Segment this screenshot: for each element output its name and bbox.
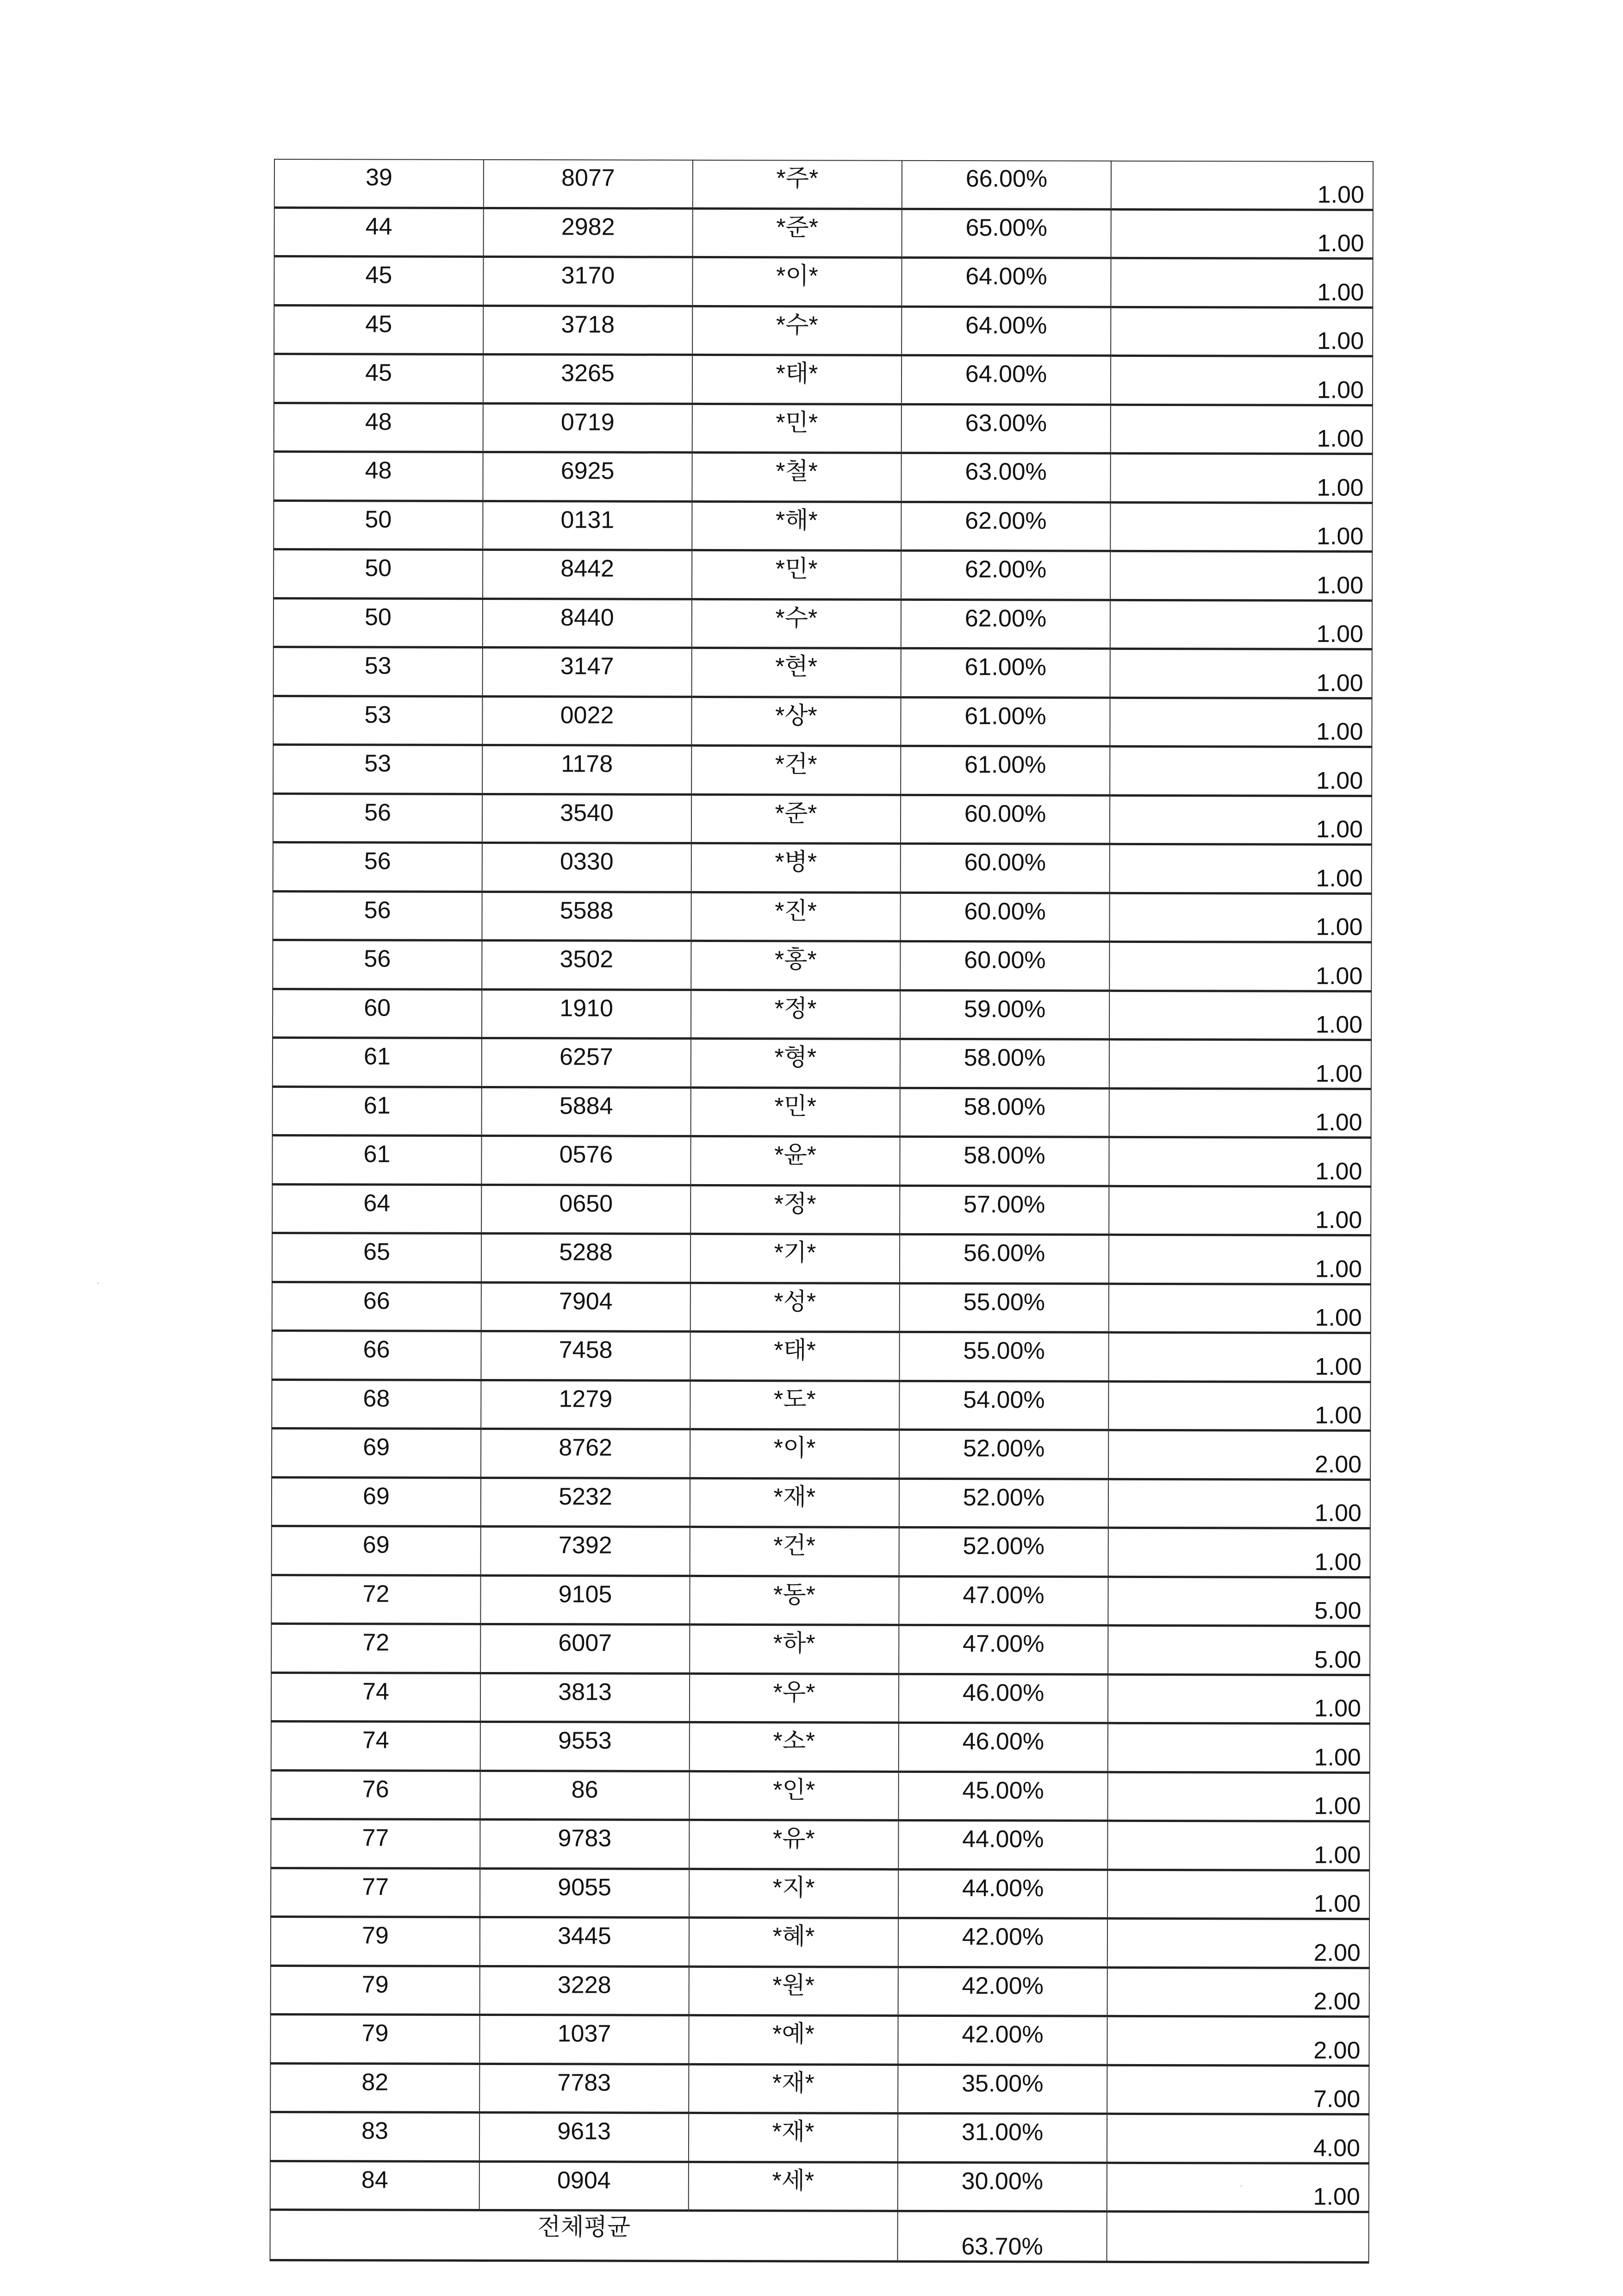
name-cell: *현* (692, 648, 901, 697)
id-cell: 8440 (483, 599, 692, 648)
id-cell: 3540 (482, 794, 691, 843)
name-cell: *재* (689, 2064, 898, 2113)
table-row (271, 1965, 1369, 2016)
table-row (272, 1184, 1371, 1235)
value-cell: 1.00 (1110, 649, 1372, 698)
id-cell: 0131 (483, 501, 692, 550)
name-cell: *도* (690, 1380, 899, 1429)
percentage-cell: 64.00% (902, 257, 1111, 306)
id-cell: 7904 (481, 1282, 690, 1331)
percentage-cell: 61.00% (901, 648, 1110, 697)
rank-cell: 69 (272, 1477, 481, 1526)
id-cell: 1037 (479, 2015, 689, 2064)
value-cell: 1.00 (1109, 991, 1371, 1040)
percentage-cell: 63.00% (901, 453, 1110, 502)
rank-cell: 64 (272, 1184, 481, 1233)
table-row (273, 891, 1371, 942)
id-cell: 0330 (482, 842, 691, 892)
name-cell: *정* (690, 1185, 900, 1234)
percentage-cell: 62.00% (901, 599, 1110, 649)
percentage-cell: 55.00% (900, 1283, 1109, 1332)
value-cell: 1.00 (1109, 893, 1371, 942)
percentage-cell: 58.00% (900, 1039, 1109, 1088)
value-cell: 1.00 (1110, 698, 1372, 747)
name-cell: *이* (692, 257, 902, 306)
id-cell: 5588 (482, 892, 691, 941)
total-average-percentage: 63.70% (897, 2211, 1107, 2262)
value-cell: 1.00 (1109, 1186, 1371, 1235)
name-cell: *혜* (689, 1917, 898, 1966)
rank-cell: 53 (274, 647, 483, 696)
table-row (274, 256, 1373, 307)
rank-cell: 45 (274, 256, 483, 306)
id-cell: 9105 (480, 1575, 690, 1624)
rank-cell: 61 (273, 1086, 482, 1136)
name-cell: *성* (690, 1283, 900, 1332)
value-cell: 2.00 (1107, 2016, 1369, 2065)
name-cell: *병* (691, 843, 901, 892)
id-cell: 8077 (484, 160, 693, 208)
table-row (272, 1330, 1370, 1381)
table-row (272, 1135, 1371, 1186)
rank-cell: 72 (271, 1623, 480, 1672)
value-cell: 1.00 (1109, 1235, 1371, 1284)
value-cell: 2.00 (1107, 1967, 1369, 2017)
percentage-cell: 52.00% (899, 1527, 1108, 1576)
percentage-cell: 42.00% (898, 1918, 1107, 1967)
value-cell: 1.00 (1109, 1088, 1371, 1138)
percentage-cell: 52.00% (899, 1429, 1108, 1479)
total-average-label: 전체평균 (270, 2209, 897, 2261)
rank-cell: 74 (271, 1672, 480, 1722)
percentage-cell: 47.00% (899, 1625, 1108, 1674)
rank-cell: 60 (273, 989, 482, 1038)
table-row (274, 647, 1372, 698)
scan-speck (97, 1282, 99, 1284)
table-row (273, 793, 1372, 844)
rank-cell: 56 (273, 842, 482, 891)
rank-cell: 50 (274, 598, 483, 647)
percentage-cell: 52.00% (899, 1479, 1108, 1528)
name-cell: *민* (691, 1087, 900, 1136)
table-row (270, 2112, 1369, 2163)
percentage-cell: 31.00% (898, 2113, 1107, 2162)
id-cell: 5884 (482, 1087, 691, 1136)
table-row (274, 207, 1373, 258)
rank-cell: 65 (272, 1233, 481, 1282)
value-cell: 1.00 (1111, 209, 1373, 259)
id-cell: 6925 (483, 452, 692, 501)
table-row (271, 1819, 1369, 1870)
percentage-cell: 61.00% (901, 746, 1110, 795)
percentage-cell: 42.00% (898, 1967, 1107, 2016)
name-cell: *상* (691, 697, 901, 746)
value-cell: 1.00 (1111, 307, 1373, 356)
name-cell: *기* (690, 1234, 900, 1283)
percentage-cell: 56.00% (900, 1234, 1109, 1283)
percentage-cell: 60.00% (900, 892, 1109, 942)
table-row (273, 940, 1371, 991)
id-cell: 8442 (483, 549, 692, 599)
value-cell: 1.00 (1107, 2163, 1369, 2212)
percentage-cell: 62.00% (901, 502, 1110, 551)
rank-cell: 79 (270, 2014, 479, 2063)
table-row (274, 305, 1373, 356)
rank-cell: 44 (274, 207, 484, 256)
rank-cell: 69 (272, 1526, 481, 1575)
name-cell: *재* (689, 2113, 898, 2162)
value-cell: 1.00 (1109, 1284, 1371, 1333)
id-cell: 3170 (483, 256, 692, 306)
rank-cell: 50 (274, 549, 483, 599)
name-cell: *해* (692, 501, 901, 550)
id-cell: 5288 (481, 1233, 690, 1282)
id-cell: 3265 (483, 354, 692, 403)
table-row (273, 1037, 1371, 1088)
table-row (270, 2161, 1369, 2212)
percentage-cell: 58.00% (900, 1136, 1109, 1185)
name-cell: *수* (692, 599, 901, 648)
value-cell: 1.00 (1109, 942, 1371, 991)
table-body (270, 159, 1373, 2262)
value-cell: 1.00 (1109, 1137, 1371, 1186)
table-row (271, 1672, 1370, 1723)
id-cell: 9783 (480, 1819, 689, 1868)
scan-speck (1240, 2185, 1242, 2187)
percentage-cell: 44.00% (898, 1869, 1107, 1918)
name-cell: *인* (689, 1771, 898, 1820)
percentage-cell: 46.00% (899, 1674, 1108, 1723)
value-cell: 1.00 (1108, 1674, 1370, 1724)
percentage-cell: 55.00% (899, 1332, 1108, 1381)
percentage-cell: 65.00% (902, 209, 1111, 258)
rank-cell: 68 (272, 1379, 481, 1429)
id-cell: 3147 (483, 647, 692, 696)
name-cell: *건* (690, 1527, 899, 1576)
value-cell: 1.00 (1111, 258, 1373, 307)
rank-cell: 48 (274, 403, 483, 452)
name-cell: *원* (689, 1966, 898, 2015)
name-cell: *재* (690, 1478, 899, 1527)
table-row (271, 1623, 1370, 1674)
name-cell: *세* (689, 2162, 898, 2211)
rank-cell: 79 (271, 1965, 480, 2015)
name-cell: *건* (691, 745, 901, 794)
percentage-cell: 61.00% (901, 697, 1110, 746)
percentage-cell: 64.00% (902, 355, 1111, 404)
table-row (273, 842, 1372, 893)
percentage-cell: 66.00% (902, 161, 1111, 209)
name-cell: *이* (690, 1429, 899, 1478)
table-row (272, 1526, 1370, 1577)
rank-cell: 72 (271, 1575, 480, 1624)
id-cell: 0576 (481, 1136, 690, 1185)
rank-cell: 50 (274, 500, 483, 549)
id-cell: 8762 (481, 1429, 690, 1478)
value-cell: 1.00 (1110, 795, 1372, 845)
rank-cell: 39 (274, 159, 484, 208)
name-cell: *민* (692, 550, 901, 599)
value-cell: 5.00 (1108, 1625, 1370, 1675)
id-cell: 1910 (482, 989, 691, 1038)
value-cell: 1.00 (1110, 551, 1372, 600)
percentage-cell: 35.00% (898, 2065, 1107, 2114)
percentage-cell: 58.00% (900, 1088, 1109, 1137)
id-cell: 7783 (479, 2064, 689, 2113)
table-row (272, 1428, 1370, 1479)
table-row (274, 403, 1373, 454)
value-cell: 1.00 (1108, 1332, 1370, 1382)
name-cell: *정* (691, 990, 900, 1039)
value-cell: 1.00 (1108, 1381, 1370, 1431)
id-cell: 1178 (482, 745, 691, 794)
id-cell: 7458 (481, 1331, 690, 1380)
rank-cell: 77 (271, 1868, 480, 1917)
rank-cell: 48 (274, 452, 483, 501)
value-cell: 1.00 (1110, 844, 1372, 893)
rank-cell: 56 (273, 891, 482, 940)
total-average-row (270, 2209, 1368, 2262)
id-cell: 9613 (479, 2112, 689, 2161)
value-cell: 1.00 (1110, 502, 1372, 552)
id-cell: 86 (480, 1771, 689, 1820)
id-cell: 3813 (480, 1673, 690, 1722)
name-cell: *소* (690, 1722, 899, 1771)
name-cell: *태* (692, 355, 902, 404)
id-cell: 0904 (479, 2161, 689, 2210)
name-cell: *하* (690, 1624, 899, 1673)
value-cell: 1.00 (1111, 405, 1373, 454)
value-cell: 1.00 (1110, 746, 1372, 796)
percentage-cell: 60.00% (901, 843, 1110, 892)
name-cell: *민* (692, 404, 902, 453)
rank-cell: 66 (272, 1330, 481, 1379)
name-cell: *진* (691, 892, 900, 941)
rank-cell: 61 (273, 1037, 482, 1086)
value-cell: 1.00 (1108, 1479, 1370, 1529)
id-cell: 7392 (481, 1526, 690, 1575)
value-cell: 5.00 (1108, 1577, 1370, 1626)
rank-cell: 56 (273, 793, 482, 842)
id-cell: 9055 (480, 1868, 689, 1917)
table-row (271, 1721, 1370, 1772)
table-row (272, 1233, 1371, 1284)
table-row (271, 1868, 1369, 1919)
value-cell: 1.00 (1109, 1039, 1371, 1089)
name-cell: *동* (690, 1576, 899, 1625)
percentage-cell: 62.00% (901, 550, 1110, 599)
value-cell: 1.00 (1111, 356, 1373, 405)
percentage-cell: 47.00% (899, 1576, 1108, 1625)
table-row (274, 500, 1372, 551)
results-table (269, 159, 1374, 2264)
percentage-cell: 44.00% (898, 1820, 1107, 1869)
rank-cell: 53 (273, 696, 482, 745)
table-row (273, 696, 1372, 747)
rank-cell: 45 (274, 354, 483, 403)
name-cell: *준* (691, 794, 901, 843)
percentage-cell: 46.00% (899, 1722, 1108, 1772)
percentage-cell: 57.00% (900, 1185, 1109, 1235)
percentage-cell: 54.00% (899, 1381, 1108, 1430)
table-row (274, 452, 1372, 503)
value-cell: 7.00 (1107, 2065, 1369, 2115)
value-cell: 1.00 (1110, 453, 1372, 503)
value-cell: 2.00 (1108, 1430, 1370, 1479)
name-cell: *형* (691, 1038, 900, 1087)
rank-cell: 61 (272, 1135, 481, 1184)
rank-cell: 66 (272, 1282, 481, 1331)
name-cell: *철* (692, 452, 901, 501)
id-cell: 5232 (481, 1478, 690, 1527)
rank-cell: 76 (271, 1770, 480, 1819)
percentage-cell: 59.00% (900, 990, 1109, 1039)
name-cell: *우* (690, 1673, 899, 1722)
percentage-cell: 30.00% (898, 2162, 1107, 2211)
table-row (271, 1770, 1369, 1821)
rank-cell: 84 (270, 2161, 479, 2210)
rank-cell: 53 (273, 744, 482, 793)
id-cell: 6257 (482, 1038, 691, 1087)
value-cell: 1.00 (1111, 161, 1373, 210)
id-cell: 1279 (481, 1380, 690, 1429)
table-row (270, 2014, 1369, 2065)
value-cell: 4.00 (1107, 2114, 1369, 2163)
percentage-cell: 63.00% (902, 404, 1111, 453)
table-row (272, 1477, 1370, 1528)
name-cell: *예* (689, 2015, 898, 2064)
rank-cell: 45 (274, 305, 483, 354)
table-row (270, 2063, 1369, 2114)
name-cell: *지* (689, 1869, 898, 1918)
rank-cell: 83 (270, 2112, 479, 2161)
table-row (274, 159, 1373, 210)
table-row (274, 354, 1373, 405)
rank-cell: 56 (273, 940, 482, 989)
id-cell: 0022 (482, 696, 691, 745)
rank-cell: 82 (270, 2063, 479, 2112)
value-cell: 1.00 (1107, 1821, 1369, 1870)
percentage-cell: 45.00% (898, 1772, 1107, 1821)
value-cell: 1.00 (1107, 1772, 1369, 1822)
table-row (272, 1379, 1370, 1430)
name-cell: *태* (690, 1331, 899, 1380)
table-row (273, 1086, 1371, 1137)
id-cell: 3502 (482, 940, 691, 989)
table-row (271, 1575, 1370, 1626)
percentage-cell: 60.00% (901, 795, 1110, 844)
table-row (274, 598, 1372, 649)
value-cell: 1.00 (1108, 1528, 1370, 1577)
id-cell: 9553 (480, 1722, 690, 1771)
total-average-value (1107, 2211, 1368, 2262)
id-cell: 0650 (481, 1185, 690, 1234)
name-cell: *수* (692, 306, 902, 355)
id-cell: 3718 (483, 306, 692, 355)
name-cell: *윤* (690, 1136, 900, 1185)
name-cell: *주* (693, 160, 902, 209)
value-cell: 1.00 (1110, 600, 1372, 649)
percentage-cell: 64.00% (902, 306, 1111, 356)
value-cell: 1.00 (1108, 1723, 1370, 1772)
rank-cell: 69 (272, 1428, 481, 1477)
value-cell: 2.00 (1107, 1918, 1369, 1968)
id-cell: 6007 (480, 1624, 690, 1673)
name-cell: *유* (689, 1820, 898, 1869)
percentage-cell: 42.00% (898, 2015, 1107, 2065)
table-row (272, 1282, 1371, 1333)
table-row (274, 549, 1372, 600)
id-cell: 3445 (480, 1917, 689, 1966)
name-cell: *준* (693, 208, 902, 257)
id-cell: 0719 (483, 403, 692, 452)
rank-cell: 79 (271, 1916, 480, 1965)
rank-cell: 74 (271, 1721, 480, 1770)
rank-cell: 77 (271, 1819, 480, 1868)
name-cell: *홍* (691, 941, 900, 990)
percentage-cell: 60.00% (900, 941, 1109, 990)
id-cell: 2982 (484, 208, 693, 257)
table-row (271, 1916, 1369, 1967)
value-cell: 1.00 (1107, 1870, 1369, 1919)
table-row (273, 989, 1371, 1040)
id-cell: 3228 (480, 1966, 689, 2015)
table-row (273, 744, 1372, 795)
